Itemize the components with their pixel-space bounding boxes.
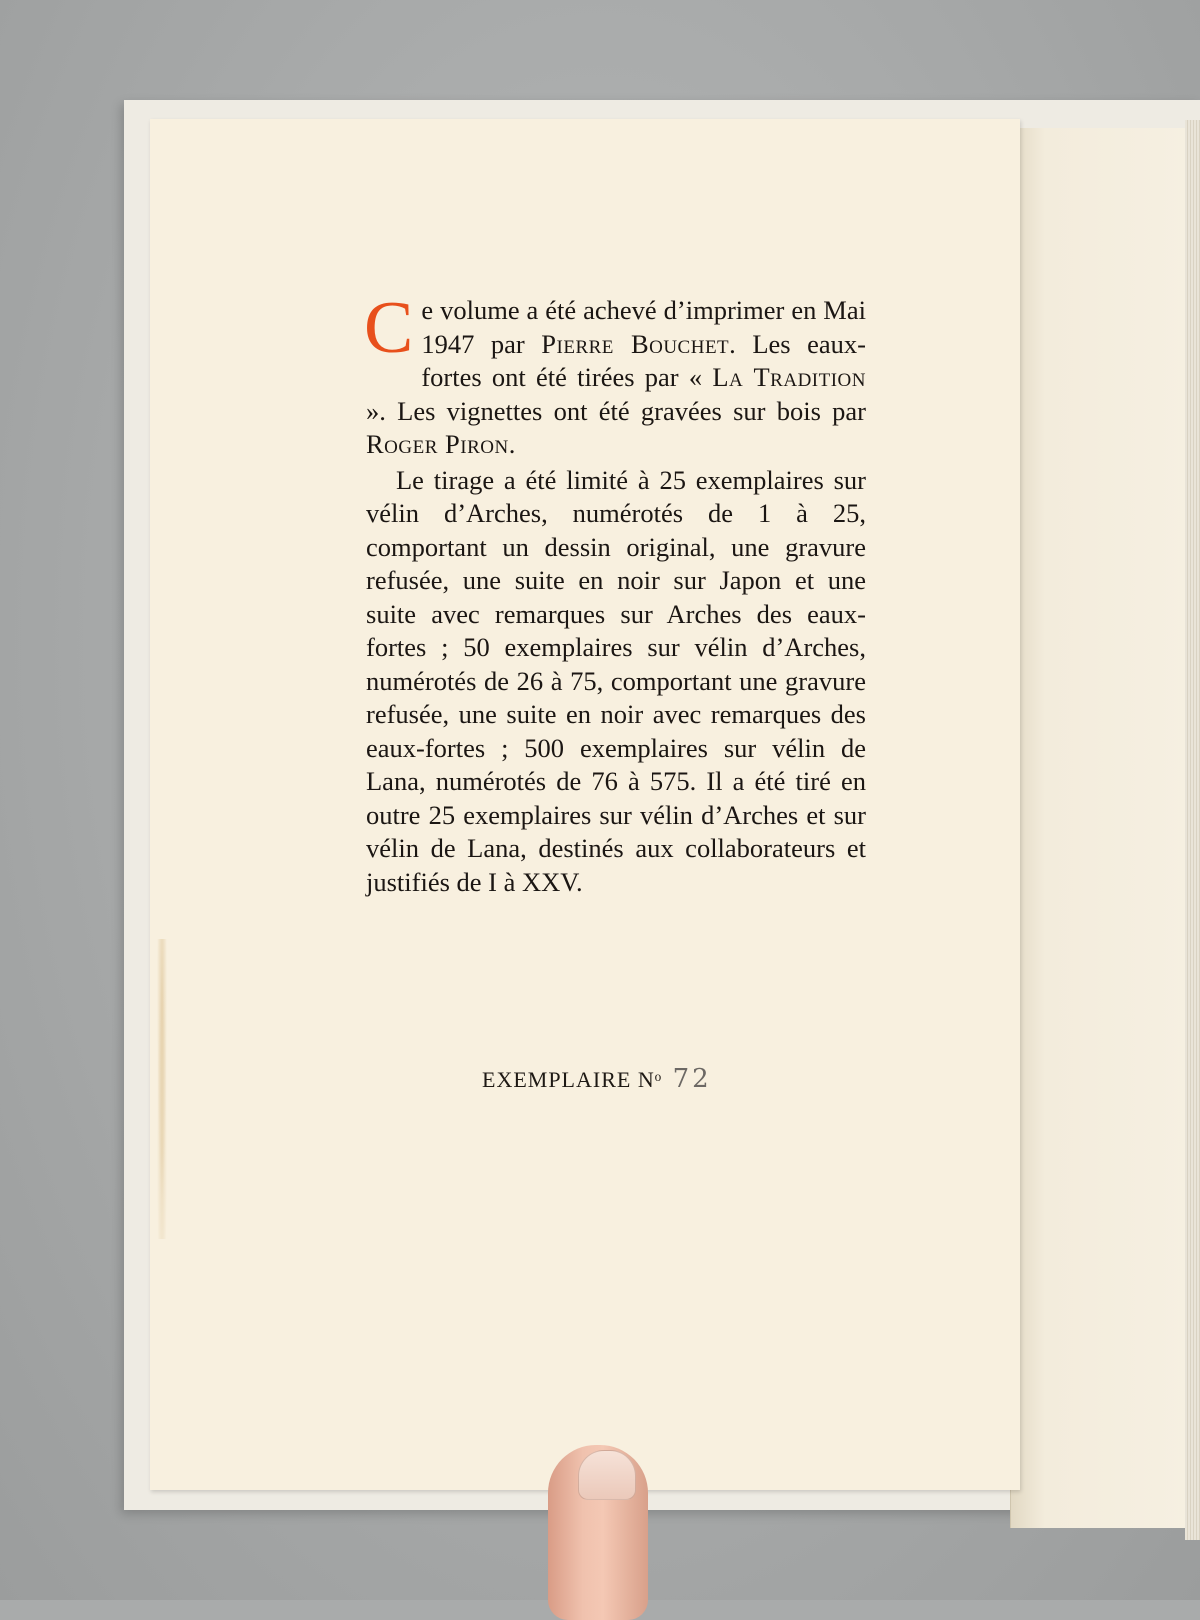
copy-number-line [482, 1064, 882, 1094]
thumb-nail [578, 1450, 636, 1500]
atelier-name: La Tradition [712, 362, 866, 392]
page-edges [1185, 120, 1200, 1540]
copy-label: EXEMPLAIRE [482, 1067, 632, 1092]
colophon-page [150, 119, 1020, 1490]
drop-cap-letter: C [364, 287, 414, 369]
handwritten-copy-number: 72 [672, 1064, 712, 1094]
engraver-name: Roger Piron [366, 429, 509, 459]
printer-name: Pierre Bouchet [541, 328, 730, 359]
foxing-stain [156, 939, 168, 1239]
colophon-paragraph-2: Le tirage a été limité à 25 exemplaires sur vélin d’Arches, numérotés de 1 à 25, comportant un dessin original, une gravure refusée, une suite en noir sur Japon et une suite avec remarques sur Arches des eaux-fortes ; 50 exemplaires sur vélin d’Arches, numérotés de 26 à 75, comportant une gravure refusée, une suite en noir avec remarques des eaux-fortes ; 500 exemplaires sur vélin de Lana, numérotés de 76 à 575. Il a été tiré en outre 25 exemplaires sur vélin d’Arches et sur vélin de Lana, destinés aux collaborateurs et justifiés de I à XXV. [366, 464, 866, 897]
colophon-text [364, 287, 866, 899]
colophon-paragraph-1 [364, 287, 866, 462]
colophon-text-run: . [508, 429, 516, 459]
facing-page [1010, 128, 1200, 1528]
number-sign: Nᵒ [637, 1067, 663, 1092]
colophon-text-run: e volume a été achevé d’imprimer en Mai 1947 par [421, 295, 866, 359]
colophon-text-run: . Les eaux-fortes ont été tirées par « [421, 328, 866, 392]
colophon-text-run: ». Les vignettes ont été gravées sur bois par [366, 395, 866, 426]
